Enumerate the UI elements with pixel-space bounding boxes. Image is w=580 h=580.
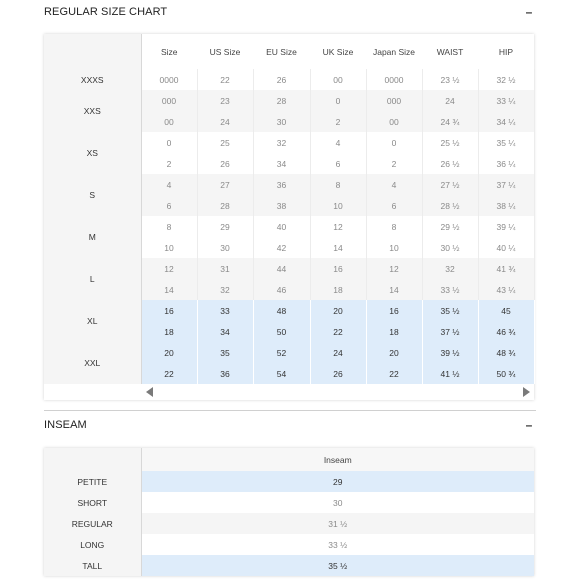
inseam-label: REGULAR bbox=[44, 513, 141, 534]
size-cell: 26 ½ bbox=[422, 153, 478, 174]
column-header: US Size bbox=[197, 34, 253, 69]
size-cell: 24 bbox=[310, 342, 366, 363]
size-group-label: XL bbox=[44, 300, 141, 342]
size-row bbox=[44, 300, 534, 321]
size-cell: 12 bbox=[310, 216, 366, 237]
size-cell: 6 bbox=[366, 195, 422, 216]
size-cell: 2 bbox=[141, 153, 197, 174]
size-cell: 46 bbox=[253, 279, 310, 300]
size-cell: 6 bbox=[310, 153, 366, 174]
size-cell: 30 bbox=[197, 237, 253, 258]
size-cell: 29 ½ bbox=[422, 216, 478, 237]
size-group-label: L bbox=[44, 258, 141, 300]
size-group-label: XXS bbox=[44, 90, 141, 132]
size-cell: 34 bbox=[253, 153, 310, 174]
size-cell: 10 bbox=[141, 237, 197, 258]
size-cell: 28 bbox=[253, 90, 310, 111]
size-cell: 12 bbox=[141, 258, 197, 279]
size-cell: 20 bbox=[141, 342, 197, 363]
size-cell: 48 ¾ bbox=[478, 342, 534, 363]
size-cell: 4 bbox=[310, 132, 366, 153]
size-row bbox=[44, 258, 534, 279]
size-row bbox=[44, 342, 534, 363]
size-cell: 24 bbox=[422, 90, 478, 111]
collapse-inseam-icon[interactable]: – bbox=[525, 418, 533, 432]
size-cell: 35 ¼ bbox=[478, 132, 534, 153]
column-header: UK Size bbox=[310, 34, 366, 69]
size-cell: 44 bbox=[253, 258, 310, 279]
horizontal-scrollbar[interactable] bbox=[44, 384, 534, 400]
size-cell: 2 bbox=[366, 153, 422, 174]
inseam-table-container bbox=[44, 448, 534, 576]
size-row bbox=[44, 132, 534, 153]
inseam-header-row bbox=[44, 448, 534, 471]
size-cell: 8 bbox=[366, 216, 422, 237]
size-cell: 32 bbox=[253, 132, 310, 153]
size-cell: 0 bbox=[310, 90, 366, 111]
size-cell: 23 ½ bbox=[422, 69, 478, 90]
size-cell: 42 bbox=[253, 237, 310, 258]
size-cell: 16 bbox=[366, 300, 422, 321]
size-cell: 25 bbox=[197, 132, 253, 153]
inseam-row bbox=[44, 513, 534, 534]
size-cell: 16 bbox=[141, 300, 197, 321]
size-cell: 16 bbox=[310, 258, 366, 279]
size-cell: 43 ¼ bbox=[478, 279, 534, 300]
size-cell: 6 bbox=[141, 195, 197, 216]
inseam-row bbox=[44, 555, 534, 576]
collapse-regular-icon[interactable]: – bbox=[525, 5, 533, 19]
size-cell: 8 bbox=[141, 216, 197, 237]
inseam-row bbox=[44, 534, 534, 555]
size-cell: 0 bbox=[366, 132, 422, 153]
section-divider bbox=[44, 410, 536, 411]
inseam-label: LONG bbox=[44, 534, 141, 555]
size-cell: 26 bbox=[310, 363, 366, 384]
size-cell: 26 bbox=[197, 153, 253, 174]
size-cell: 00 bbox=[141, 111, 197, 132]
size-cell: 45 bbox=[478, 300, 534, 321]
size-cell: 23 bbox=[197, 90, 253, 111]
size-cell: 29 bbox=[197, 216, 253, 237]
size-cell: 25 ½ bbox=[422, 132, 478, 153]
size-cell: 0000 bbox=[141, 69, 197, 90]
size-cell: 27 ½ bbox=[422, 174, 478, 195]
size-cell: 37 ½ bbox=[422, 321, 478, 342]
column-header: Japan Size bbox=[366, 34, 422, 69]
inseam-label: PETITE bbox=[44, 471, 141, 492]
size-cell: 24 ¾ bbox=[422, 111, 478, 132]
triangle-left-icon[interactable] bbox=[146, 387, 153, 397]
inseam-label: TALL bbox=[44, 555, 141, 576]
size-group-label: XXXS bbox=[44, 69, 141, 90]
size-row bbox=[44, 90, 534, 111]
regular-size-chart-title: REGULAR SIZE CHART bbox=[44, 6, 168, 18]
regular-size-table-container bbox=[44, 34, 534, 400]
size-cell: 10 bbox=[366, 237, 422, 258]
size-cell: 38 ¼ bbox=[478, 195, 534, 216]
size-cell: 37 ¼ bbox=[478, 174, 534, 195]
size-cell: 33 bbox=[197, 300, 253, 321]
size-cell: 38 bbox=[253, 195, 310, 216]
size-cell: 54 bbox=[253, 363, 310, 384]
size-cell: 34 ¼ bbox=[478, 111, 534, 132]
size-cell: 18 bbox=[141, 321, 197, 342]
size-cell: 22 bbox=[310, 321, 366, 342]
size-cell: 18 bbox=[310, 279, 366, 300]
size-cell: 35 ½ bbox=[422, 300, 478, 321]
inseam-row bbox=[44, 471, 534, 492]
size-cell: 33 ¼ bbox=[478, 90, 534, 111]
size-row bbox=[44, 174, 534, 195]
size-cell: 22 bbox=[141, 363, 197, 384]
size-cell: 0 bbox=[141, 132, 197, 153]
size-cell: 000 bbox=[141, 90, 197, 111]
inseam-title: INSEAM bbox=[44, 419, 87, 431]
column-header: WAIST bbox=[422, 34, 478, 69]
size-cell: 22 bbox=[197, 69, 253, 90]
size-group-label: S bbox=[44, 174, 141, 216]
column-header: Size bbox=[141, 34, 197, 69]
size-cell: 12 bbox=[366, 258, 422, 279]
column-header: HIP bbox=[478, 34, 534, 69]
size-cell: 10 bbox=[310, 195, 366, 216]
size-cell: 31 bbox=[197, 258, 253, 279]
size-cell: 00 bbox=[310, 69, 366, 90]
inseam-value: 33 ½ bbox=[141, 534, 534, 555]
size-cell: 18 bbox=[366, 321, 422, 342]
inseam-table bbox=[44, 448, 534, 576]
size-group-label: XS bbox=[44, 132, 141, 174]
size-cell: 30 ½ bbox=[422, 237, 478, 258]
size-cell: 36 bbox=[253, 174, 310, 195]
inseam-corner-cell bbox=[44, 448, 141, 471]
size-group-label: M bbox=[44, 216, 141, 258]
size-cell: 30 bbox=[253, 111, 310, 132]
inseam-row bbox=[44, 492, 534, 513]
inseam-column-header: Inseam bbox=[141, 448, 534, 471]
inseam-header bbox=[44, 418, 536, 432]
inseam-value: 35 ½ bbox=[141, 555, 534, 576]
size-cell: 32 bbox=[422, 258, 478, 279]
size-cell: 26 bbox=[253, 69, 310, 90]
size-cell: 41 ¾ bbox=[478, 258, 534, 279]
size-cell: 00 bbox=[366, 111, 422, 132]
size-cell: 24 bbox=[197, 111, 253, 132]
size-cell: 000 bbox=[366, 90, 422, 111]
size-cell: 14 bbox=[310, 237, 366, 258]
size-cell: 28 bbox=[197, 195, 253, 216]
size-cell: 27 bbox=[197, 174, 253, 195]
size-row bbox=[44, 216, 534, 237]
size-cell: 48 bbox=[253, 300, 310, 321]
size-cell: 34 bbox=[197, 321, 253, 342]
size-cell: 0000 bbox=[366, 69, 422, 90]
size-group-label: XXL bbox=[44, 342, 141, 384]
size-cell: 4 bbox=[141, 174, 197, 195]
size-cell: 52 bbox=[253, 342, 310, 363]
size-cell: 39 ½ bbox=[422, 342, 478, 363]
size-table-header-row bbox=[44, 34, 534, 69]
triangle-right-icon[interactable] bbox=[523, 387, 530, 397]
size-cell: 35 bbox=[197, 342, 253, 363]
size-cell: 36 bbox=[197, 363, 253, 384]
size-cell: 22 bbox=[366, 363, 422, 384]
size-cell: 8 bbox=[310, 174, 366, 195]
size-cell: 36 ¼ bbox=[478, 153, 534, 174]
size-cell: 50 ¾ bbox=[478, 363, 534, 384]
column-header: EU Size bbox=[253, 34, 310, 69]
size-cell: 46 ¾ bbox=[478, 321, 534, 342]
size-cell: 32 bbox=[197, 279, 253, 300]
inseam-value: 30 bbox=[141, 492, 534, 513]
size-cell: 40 bbox=[253, 216, 310, 237]
size-cell: 39 ¼ bbox=[478, 216, 534, 237]
size-cell: 50 bbox=[253, 321, 310, 342]
size-cell: 20 bbox=[366, 342, 422, 363]
size-cell: 2 bbox=[310, 111, 366, 132]
size-cell: 32 ½ bbox=[478, 69, 534, 90]
regular-size-chart-header bbox=[44, 5, 536, 19]
size-row bbox=[44, 69, 534, 90]
inseam-label: SHORT bbox=[44, 492, 141, 513]
size-cell: 40 ¼ bbox=[478, 237, 534, 258]
regular-size-table bbox=[44, 34, 535, 384]
size-cell: 41 ½ bbox=[422, 363, 478, 384]
size-cell: 28 ½ bbox=[422, 195, 478, 216]
size-cell: 20 bbox=[310, 300, 366, 321]
size-cell: 4 bbox=[366, 174, 422, 195]
inseam-value: 29 bbox=[141, 471, 534, 492]
inseam-value: 31 ½ bbox=[141, 513, 534, 534]
size-cell: 33 ½ bbox=[422, 279, 478, 300]
header-corner-cell bbox=[44, 34, 141, 69]
size-cell: 14 bbox=[366, 279, 422, 300]
size-cell: 14 bbox=[141, 279, 197, 300]
